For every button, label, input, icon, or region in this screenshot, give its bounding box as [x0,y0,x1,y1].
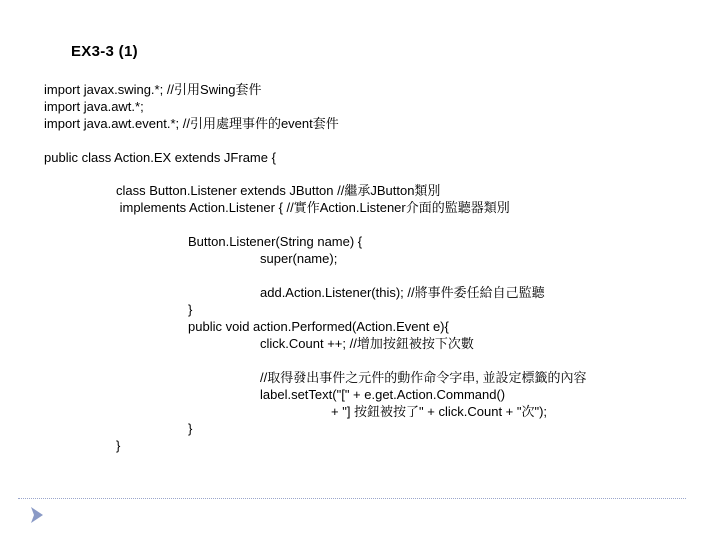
code-line-set-text: label.setText("[" + e.get.Action.Command() [260,387,506,402]
footer-divider [18,498,686,499]
code-line-import-awt-event: import java.awt.event.*; //引用處理事件的event套件 [44,116,339,131]
code-line-inner-class: class Button.Listener extends JButton //繼承JButton類別 [116,183,441,198]
code-line-class-close: } [116,438,121,453]
code-line-class-declaration: public class Action.EX extends JFrame { [44,150,276,165]
slide-title: EX3-3 (1) [71,43,138,60]
code-line-constructor-close: } [188,302,193,317]
code-line-implements: implements Action.Listener { //實作Action.Listener介面的監聽器類別 [116,200,510,215]
code-line-action-performed: public void action.Performed(Action.Event e){ [188,319,449,334]
code-line-import-awt: import java.awt.*; [44,99,144,114]
code-line-comment-get-command: //取得發出事件之元件的動作命令字串, 並設定標籤的內容 [260,370,587,385]
code-line-add-listener: add.Action.Listener(this); //將事件委任給自己監聽 [260,285,545,300]
code-line-set-text-cont: + "] 按鈕被按了" + click.Count + "次"); [331,404,548,419]
code-line-import-swing: import javax.swing.*; //引用Swing套件 [44,82,262,97]
code-line-super: super(name); [260,251,338,266]
play-arrow-icon[interactable] [30,506,44,524]
code-line-method-close: } [188,421,193,436]
code-line-click-count: click.Count ++; //增加按鈕被按下次數 [260,336,474,351]
code-line-constructor: Button.Listener(String name) { [188,234,363,249]
